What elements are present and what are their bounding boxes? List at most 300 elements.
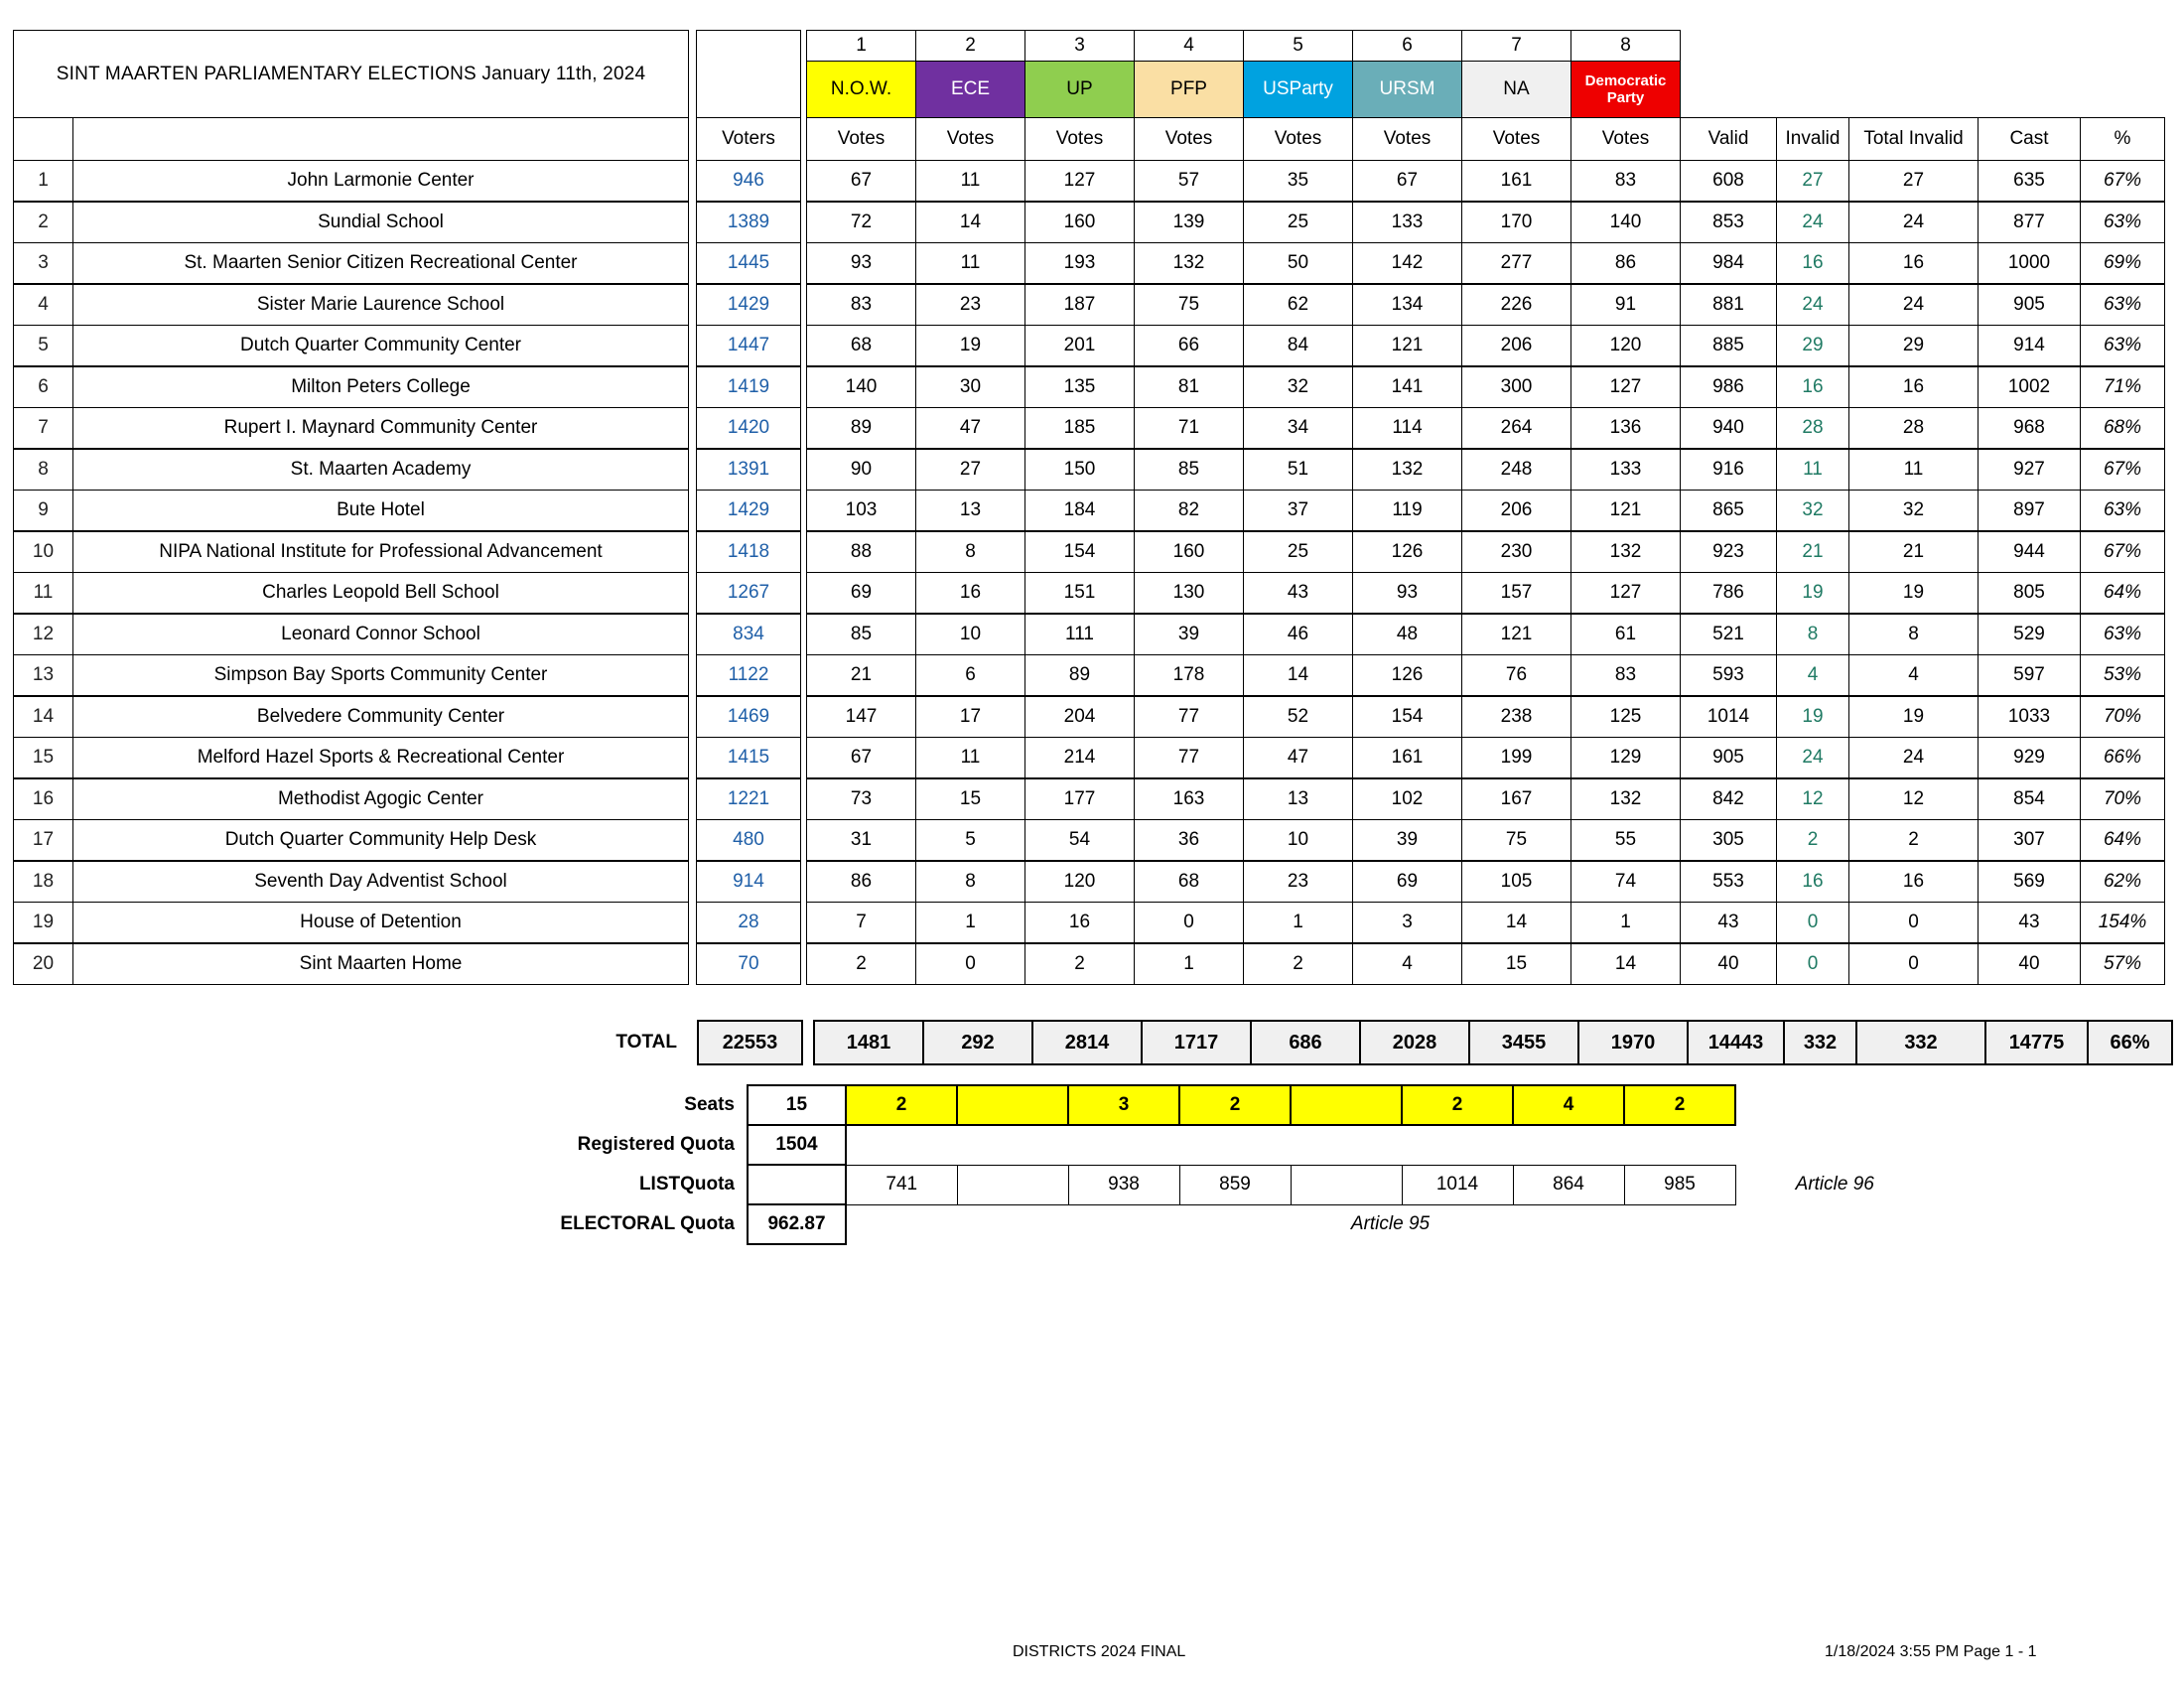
party-votes-3: 154: [1025, 531, 1135, 573]
table-row: [14, 326, 2165, 367]
invalid-votes: 19: [1777, 696, 1849, 738]
subheader-votes-7: Votes: [1462, 118, 1571, 161]
party-votes-3: 89: [1025, 655, 1135, 697]
party-votes-1: 31: [807, 820, 916, 862]
row-index: 16: [14, 778, 73, 820]
valid-votes: 305: [1681, 820, 1777, 862]
turnout-percent: 70%: [2081, 778, 2165, 820]
party-votes-7: 277: [1462, 243, 1571, 285]
party-votes-1: 147: [807, 696, 916, 738]
row-spacer-a: [689, 861, 697, 903]
registered-voters: 28: [697, 903, 801, 944]
party-votes-4: 132: [1135, 243, 1244, 285]
registered-voters: 1122: [697, 655, 801, 697]
party-votes-2: 6: [916, 655, 1025, 697]
party-votes-8: 125: [1571, 696, 1681, 738]
valid-votes: 40: [1681, 943, 1777, 985]
polling-station-name: Dutch Quarter Community Help Desk: [73, 820, 689, 862]
turnout-percent: 62%: [2081, 861, 2165, 903]
votes-cast: 897: [1979, 491, 2081, 532]
party-number-5: 5: [1244, 31, 1353, 62]
registered-voters: 1391: [697, 449, 801, 491]
invalid-votes: 32: [1777, 491, 1849, 532]
total-invalid-votes: 24: [1849, 738, 1979, 779]
valid-votes: 842: [1681, 778, 1777, 820]
subheader-votes-4: Votes: [1135, 118, 1244, 161]
polling-station-name: Bute Hotel: [73, 491, 689, 532]
list-quota-row: [486, 1165, 1934, 1204]
turnout-percent: 68%: [2081, 408, 2165, 450]
party-votes-4: 85: [1135, 449, 1244, 491]
registered-voters: 1429: [697, 284, 801, 326]
page-title: SINT MAARTEN PARLIAMENTARY ELECTIONS January 11th, 2024: [14, 31, 689, 118]
party-votes-3: 120: [1025, 861, 1135, 903]
party-votes-1: 72: [807, 202, 916, 243]
invalid-votes: 8: [1777, 614, 1849, 655]
party-votes-2: 47: [916, 408, 1025, 450]
turnout-percent: 57%: [2081, 943, 2165, 985]
seats-party-5: [1291, 1085, 1402, 1125]
spacer-a: [689, 31, 697, 161]
party-votes-3: 184: [1025, 491, 1135, 532]
row-spacer-a: [689, 408, 697, 450]
party-votes-3: 185: [1025, 408, 1135, 450]
party-votes-4: 36: [1135, 820, 1244, 862]
total-votes-5: 686: [1251, 1021, 1360, 1064]
party-votes-2: 5: [916, 820, 1025, 862]
invalid-votes: 11: [1777, 449, 1849, 491]
row-index: 8: [14, 449, 73, 491]
valid-votes: 553: [1681, 861, 1777, 903]
party-votes-7: 238: [1462, 696, 1571, 738]
table-row: [14, 820, 2165, 862]
valid-votes: 521: [1681, 614, 1777, 655]
subheader-votes-6: Votes: [1353, 118, 1462, 161]
party-votes-6: 114: [1353, 408, 1462, 450]
party-votes-6: 102: [1353, 778, 1462, 820]
party-votes-6: 39: [1353, 820, 1462, 862]
valid-votes: 608: [1681, 161, 1777, 203]
table-row: [14, 614, 2165, 655]
party-votes-8: 121: [1571, 491, 1681, 532]
polling-station-name: Leonard Connor School: [73, 614, 689, 655]
polling-station-name: NIPA National Institute for Professional Advancement: [73, 531, 689, 573]
election-results-table: [13, 30, 2165, 985]
list-quota-party-3: 938: [1068, 1165, 1179, 1204]
row-index: 20: [14, 943, 73, 985]
polling-station-name: Belvedere Community Center: [73, 696, 689, 738]
party-votes-5: 34: [1244, 408, 1353, 450]
footer-timestamp-page: 1/18/2024 3:55 PM Page 1 - 1: [1825, 1643, 2037, 1660]
party-votes-7: 121: [1462, 614, 1571, 655]
party-votes-2: 19: [916, 326, 1025, 367]
row-spacer-a: [689, 326, 697, 367]
polling-station-name: Sint Maarten Home: [73, 943, 689, 985]
party-votes-4: 66: [1135, 326, 1244, 367]
votes-cast: 529: [1979, 614, 2081, 655]
total-cast: 14775: [1985, 1021, 2088, 1064]
row-index: 15: [14, 738, 73, 779]
registered-voters: 1469: [697, 696, 801, 738]
total-invalid-votes: 4: [1849, 655, 1979, 697]
total-invalid-votes: 8: [1849, 614, 1979, 655]
list-quota-party-7: 864: [1513, 1165, 1624, 1204]
party-number-4: 4: [1135, 31, 1244, 62]
list-quota-party-6: 1014: [1402, 1165, 1513, 1204]
list-quota-party-5: [1291, 1165, 1402, 1204]
turnout-percent: 154%: [2081, 903, 2165, 944]
party-votes-3: 54: [1025, 820, 1135, 862]
total-row: [13, 1021, 2172, 1064]
party-votes-2: 11: [916, 738, 1025, 779]
party-votes-3: 16: [1025, 903, 1135, 944]
party-votes-2: 27: [916, 449, 1025, 491]
table-row: [14, 161, 2165, 203]
party-votes-3: 151: [1025, 573, 1135, 615]
party-votes-8: 91: [1571, 284, 1681, 326]
polling-station-name: House of Detention: [73, 903, 689, 944]
party-votes-1: 90: [807, 449, 916, 491]
party-votes-8: 127: [1571, 573, 1681, 615]
total-label: TOTAL: [615, 1032, 677, 1053]
party-votes-7: 300: [1462, 366, 1571, 408]
party-votes-3: 214: [1025, 738, 1135, 779]
seats-party-1: 2: [846, 1085, 957, 1125]
valid-votes: 940: [1681, 408, 1777, 450]
party-votes-6: 126: [1353, 655, 1462, 697]
row-spacer-a: [689, 243, 697, 285]
party-name-now: N.O.W.: [807, 62, 916, 118]
party-votes-4: 77: [1135, 738, 1244, 779]
party-votes-1: 89: [807, 408, 916, 450]
row-spacer-a: [689, 738, 697, 779]
total-invalid-votes: 24: [1849, 202, 1979, 243]
invalid-votes: 24: [1777, 738, 1849, 779]
party-votes-5: 25: [1244, 531, 1353, 573]
party-votes-5: 51: [1244, 449, 1353, 491]
row-index: 12: [14, 614, 73, 655]
party-votes-4: 81: [1135, 366, 1244, 408]
electoral-quota-row: [486, 1204, 1934, 1244]
votes-cast: 40: [1979, 943, 2081, 985]
party-votes-4: 160: [1135, 531, 1244, 573]
party-votes-8: 132: [1571, 778, 1681, 820]
votes-cast: 968: [1979, 408, 2081, 450]
registered-quota-row: [486, 1125, 1934, 1165]
registered-voters: 1267: [697, 573, 801, 615]
party-votes-3: 193: [1025, 243, 1135, 285]
row-index: 3: [14, 243, 73, 285]
voters-header-spacer: [697, 31, 801, 118]
party-votes-1: 73: [807, 778, 916, 820]
party-votes-2: 17: [916, 696, 1025, 738]
turnout-percent: 70%: [2081, 696, 2165, 738]
party-votes-7: 161: [1462, 161, 1571, 203]
party-votes-4: 68: [1135, 861, 1244, 903]
table-body: [14, 161, 2165, 985]
row-index: 10: [14, 531, 73, 573]
party-votes-6: 67: [1353, 161, 1462, 203]
party-votes-7: 226: [1462, 284, 1571, 326]
total-invalid-votes: 19: [1849, 573, 1979, 615]
party-votes-7: 264: [1462, 408, 1571, 450]
party-name-democratic-party: Democratic Party: [1571, 62, 1681, 118]
party-votes-8: 55: [1571, 820, 1681, 862]
table-row: [14, 738, 2165, 779]
party-votes-2: 11: [916, 161, 1025, 203]
subheader-votes-8: Votes: [1571, 118, 1681, 161]
total-votes-7: 3455: [1469, 1021, 1578, 1064]
turnout-percent: 53%: [2081, 655, 2165, 697]
party-votes-5: 43: [1244, 573, 1353, 615]
registered-voters: 834: [697, 614, 801, 655]
total-percent: 66%: [2088, 1021, 2172, 1064]
row-spacer-a: [689, 366, 697, 408]
party-votes-1: 103: [807, 491, 916, 532]
party-votes-1: 93: [807, 243, 916, 285]
invalid-votes: 19: [1777, 573, 1849, 615]
summary-header-spacer: [1681, 31, 2165, 118]
votes-cast: 854: [1979, 778, 2081, 820]
party-votes-3: 135: [1025, 366, 1135, 408]
votes-cast: 569: [1979, 861, 2081, 903]
party-votes-2: 13: [916, 491, 1025, 532]
party-votes-6: 93: [1353, 573, 1462, 615]
total-votes-1: 1481: [814, 1021, 923, 1064]
party-votes-7: 248: [1462, 449, 1571, 491]
seats-party-2: [957, 1085, 1068, 1125]
row-spacer-a: [689, 161, 697, 203]
valid-votes: 43: [1681, 903, 1777, 944]
table-row: [14, 778, 2165, 820]
turnout-percent: 67%: [2081, 531, 2165, 573]
total-votes-8: 1970: [1578, 1021, 1688, 1064]
row-spacer-a: [689, 696, 697, 738]
party-votes-6: 134: [1353, 284, 1462, 326]
party-votes-5: 52: [1244, 696, 1353, 738]
party-votes-2: 8: [916, 861, 1025, 903]
row-index: 2: [14, 202, 73, 243]
seats-label: Seats: [684, 1094, 735, 1115]
row-spacer-a: [689, 655, 697, 697]
table-row: [14, 491, 2165, 532]
party-votes-8: 1: [1571, 903, 1681, 944]
subheader-total-invalid: Total Invalid: [1849, 118, 1979, 161]
polling-station-name: Seventh Day Adventist School: [73, 861, 689, 903]
registered-voters: 1415: [697, 738, 801, 779]
party-votes-8: 74: [1571, 861, 1681, 903]
party-votes-8: 133: [1571, 449, 1681, 491]
seats-party-7: 4: [1513, 1085, 1624, 1125]
invalid-votes: 28: [1777, 408, 1849, 450]
party-votes-1: 67: [807, 161, 916, 203]
total-invalid-votes: 21: [1849, 531, 1979, 573]
total-valid: 14443: [1688, 1021, 1784, 1064]
table-header-row-party-numbers: [14, 31, 2165, 62]
registered-voters: 946: [697, 161, 801, 203]
turnout-percent: 67%: [2081, 161, 2165, 203]
table-row: [14, 903, 2165, 944]
polling-station-name: Sundial School: [73, 202, 689, 243]
party-votes-8: 61: [1571, 614, 1681, 655]
valid-votes: 885: [1681, 326, 1777, 367]
party-votes-5: 35: [1244, 161, 1353, 203]
party-votes-5: 32: [1244, 366, 1353, 408]
party-votes-8: 127: [1571, 366, 1681, 408]
seat-allocation-summary: [486, 1084, 1934, 1245]
footer-document-name: DISTRICTS 2024 FINAL: [1013, 1643, 1186, 1660]
turnout-percent: 71%: [2081, 366, 2165, 408]
party-votes-8: 129: [1571, 738, 1681, 779]
registered-voters: 1420: [697, 408, 801, 450]
party-votes-2: 0: [916, 943, 1025, 985]
seats-party-8: 2: [1624, 1085, 1735, 1125]
total-row-container: [13, 1020, 2173, 1065]
party-votes-2: 8: [916, 531, 1025, 573]
seats-note: [1735, 1085, 1934, 1125]
party-votes-7: 75: [1462, 820, 1571, 862]
party-votes-5: 2: [1244, 943, 1353, 985]
party-votes-5: 1: [1244, 903, 1353, 944]
total-invalid-votes: 24: [1849, 284, 1979, 326]
total-spacer-b: [802, 1021, 814, 1064]
turnout-percent: 69%: [2081, 243, 2165, 285]
subheader-votes-2: Votes: [916, 118, 1025, 161]
total-invalid-votes: 29: [1849, 326, 1979, 367]
invalid-votes: 24: [1777, 284, 1849, 326]
party-votes-1: 21: [807, 655, 916, 697]
party-votes-6: 121: [1353, 326, 1462, 367]
party-votes-7: 167: [1462, 778, 1571, 820]
row-index: 5: [14, 326, 73, 367]
total-votes-4: 1717: [1142, 1021, 1251, 1064]
row-index: 14: [14, 696, 73, 738]
electoral-quota-article-note: Article 95: [1350, 1213, 1431, 1235]
invalid-votes: 16: [1777, 243, 1849, 285]
party-votes-2: 10: [916, 614, 1025, 655]
valid-votes: 1014: [1681, 696, 1777, 738]
votes-cast: 914: [1979, 326, 2081, 367]
invalid-votes: 16: [1777, 861, 1849, 903]
votes-cast: 597: [1979, 655, 2081, 697]
list-quota-total: [748, 1165, 846, 1204]
table-row: [14, 449, 2165, 491]
turnout-percent: 63%: [2081, 284, 2165, 326]
subheader-votes-3: Votes: [1025, 118, 1135, 161]
row-spacer-a: [689, 614, 697, 655]
party-name-pfp: PFP: [1135, 62, 1244, 118]
party-votes-8: 86: [1571, 243, 1681, 285]
row-spacer-a: [689, 573, 697, 615]
row-spacer-a: [689, 449, 697, 491]
registered-voters: 1221: [697, 778, 801, 820]
registered-voters: 1429: [697, 491, 801, 532]
row-index: 7: [14, 408, 73, 450]
table-row: [14, 284, 2165, 326]
total-spacer-a: [687, 1021, 698, 1064]
party-votes-5: 13: [1244, 778, 1353, 820]
total-invalid-votes: 16: [1849, 861, 1979, 903]
total-invalid-votes: 27: [1849, 161, 1979, 203]
turnout-percent: 64%: [2081, 820, 2165, 862]
election-results-table-container: [13, 30, 2165, 985]
party-votes-2: 30: [916, 366, 1025, 408]
subheader-voters: Voters: [697, 118, 801, 161]
row-index: 4: [14, 284, 73, 326]
party-votes-4: 130: [1135, 573, 1244, 615]
party-votes-1: 68: [807, 326, 916, 367]
party-number-3: 3: [1025, 31, 1135, 62]
registered-quota-value: 1504: [748, 1125, 846, 1165]
total-invalid: 332: [1784, 1021, 1856, 1064]
party-votes-6: 119: [1353, 491, 1462, 532]
valid-votes: 593: [1681, 655, 1777, 697]
row-spacer-a: [689, 903, 697, 944]
party-votes-1: 69: [807, 573, 916, 615]
registered-voters: 70: [697, 943, 801, 985]
total-invalid-votes: 16: [1849, 243, 1979, 285]
party-votes-1: 7: [807, 903, 916, 944]
total-invalid-votes: 2: [1849, 820, 1979, 862]
party-votes-7: 199: [1462, 738, 1571, 779]
turnout-percent: 63%: [2081, 326, 2165, 367]
party-votes-3: 201: [1025, 326, 1135, 367]
party-number-7: 7: [1462, 31, 1571, 62]
row-spacer-a: [689, 284, 697, 326]
polling-station-name: John Larmonie Center: [73, 161, 689, 203]
party-votes-3: 160: [1025, 202, 1135, 243]
party-votes-5: 10: [1244, 820, 1353, 862]
polling-station-name: St. Maarten Academy: [73, 449, 689, 491]
row-spacer-a: [689, 820, 697, 862]
valid-votes: 786: [1681, 573, 1777, 615]
total-votes-6: 2028: [1360, 1021, 1469, 1064]
subheader-percent: %: [2081, 118, 2165, 161]
valid-votes: 905: [1681, 738, 1777, 779]
party-votes-7: 15: [1462, 943, 1571, 985]
electoral-quota-value: 962.87: [748, 1204, 846, 1244]
registered-voters: 480: [697, 820, 801, 862]
party-votes-6: 154: [1353, 696, 1462, 738]
valid-votes: 984: [1681, 243, 1777, 285]
subheader-cast: Cast: [1979, 118, 2081, 161]
row-spacer-a: [689, 531, 697, 573]
party-votes-1: 88: [807, 531, 916, 573]
list-quota-party-1: 741: [846, 1165, 957, 1204]
table-row: [14, 943, 2165, 985]
party-votes-5: 25: [1244, 202, 1353, 243]
subheader-votes-1: Votes: [807, 118, 916, 161]
party-votes-1: 67: [807, 738, 916, 779]
registered-voters: 1445: [697, 243, 801, 285]
party-votes-3: 150: [1025, 449, 1135, 491]
votes-cast: 1000: [1979, 243, 2081, 285]
seats-row: [486, 1085, 1934, 1125]
invalid-votes: 27: [1777, 161, 1849, 203]
party-votes-5: 50: [1244, 243, 1353, 285]
votes-cast: 805: [1979, 573, 2081, 615]
party-votes-5: 84: [1244, 326, 1353, 367]
party-votes-4: 163: [1135, 778, 1244, 820]
registered-quota-blank: [846, 1125, 1934, 1165]
votes-cast: 1002: [1979, 366, 2081, 408]
total-invalid-votes: 0: [1849, 943, 1979, 985]
turnout-percent: 64%: [2081, 573, 2165, 615]
registered-voters: 1419: [697, 366, 801, 408]
valid-votes: 986: [1681, 366, 1777, 408]
row-index: 17: [14, 820, 73, 862]
party-votes-6: 132: [1353, 449, 1462, 491]
